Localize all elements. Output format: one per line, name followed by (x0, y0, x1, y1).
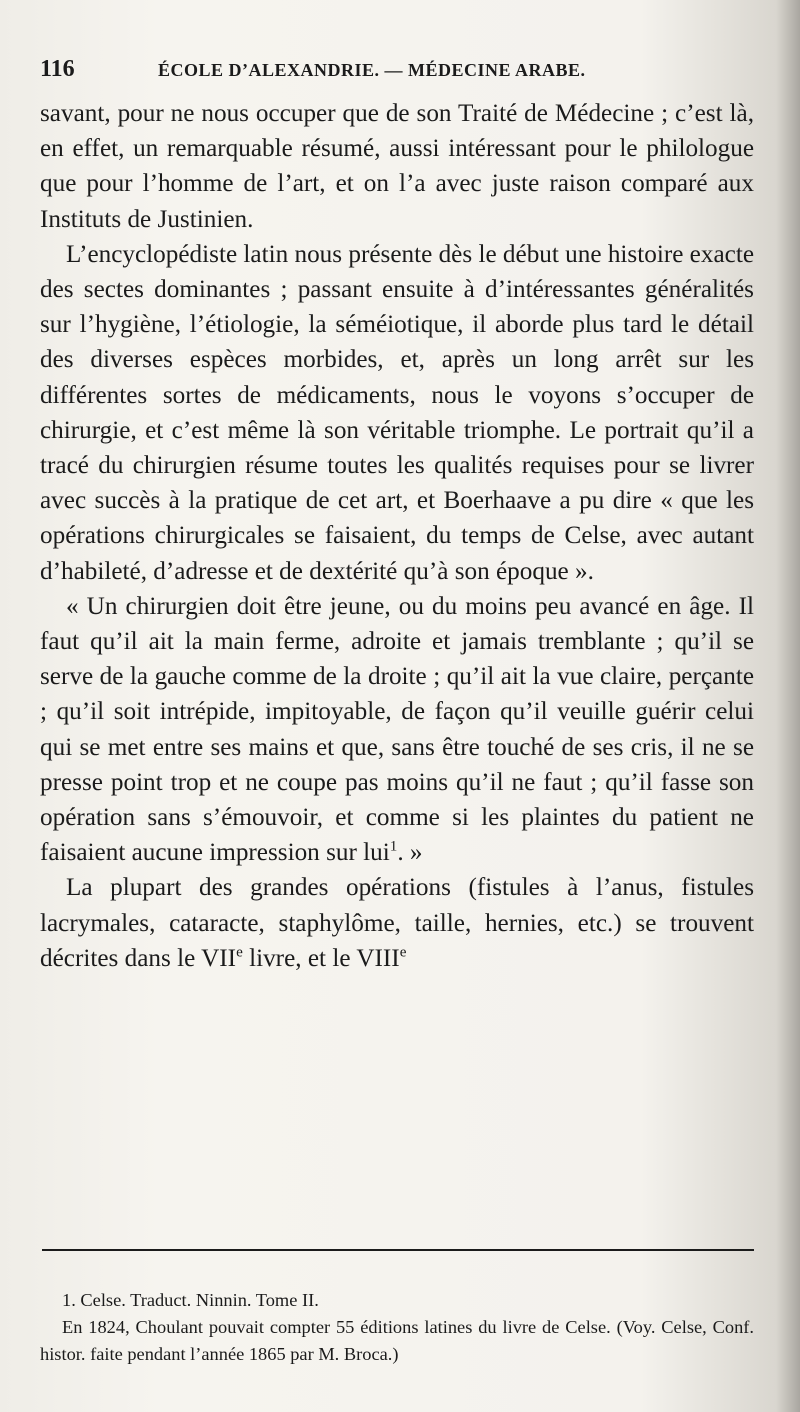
paragraph-4-mid: livre, et le VIII (242, 944, 400, 972)
footnote-ref-1: 1 (389, 838, 398, 855)
paragraph-3 (40, 589, 754, 871)
footnote-rule (42, 1249, 754, 1251)
footnote-1: 1. Celse. Traduct. Ninnin. Tome II. (62, 1290, 319, 1310)
footnote-2: En 1824, Choulant pouvait compter 55 éditions latines du livre de Celse. (Voy. Celse, Conf. histor. faite pendant l’année 1865 par M. Broca.) (40, 1317, 754, 1364)
body-text (40, 96, 754, 976)
superscript-e-2: e (399, 944, 407, 961)
superscript-e-1: e (236, 944, 243, 961)
paragraph-3-end: . » (397, 839, 423, 867)
running-title: ÉCOLE D’ALEXANDRIE. — MÉDECINE ARABE. (158, 60, 586, 80)
paragraph-3-text: « Un chirurgien doit être jeune, ou du moins peu avancé en âge. Il faut qu’il ait la main ferme, adroite et jamais tremblante ; qu’il se serve de la gauche comme de la droite ; qu’il ait la vue claire, perçante ; qu’il soit intrépide, impitoyable, de façon qu’il veuille guérir celui qui se met entre ses mains et que, sans être touché de ses cris, il ne se presse point trop et ne coupe pas moins qu’il ne faut ; qu’il fasse son opération sans s’émouvoir, et comme si les plaintes du patient ne faisaient aucune impression sur lui (40, 592, 754, 867)
footnotes (40, 1287, 754, 1368)
page-number: 116 (40, 56, 75, 82)
paragraph-2: L’encyclopédiste latin nous présente dès le début une histoire exacte des sectes dominantes ; passant ensuite à d’intéressantes généralités sur l’hygiène, l’étiologie, la séméiotique, il aborde plus tard le détail des diverses espèces morbides, et, après un long arrêt sur les différentes sortes de médicaments, nous le voyons s’occuper de chirurgie, et c’est même là son véritable triomphe. Le portrait qu’il a tracé du chirurgien résume toutes les qualités requises pour se livrer avec succès à la pratique de cet art, et Boerhaave a pu dire « que les opérations chirurgicales se faisaient, du temps de Celse, avec autant d’habileté, d’adresse et de dextérité qu’à son époque ». (40, 240, 754, 585)
page-header (40, 56, 760, 96)
paragraph-1: savant, pour ne nous occuper que de son Traité de Médecine ; c’est là, en effet, un remarquable résumé, aussi intéressant pour le philologue que pour l’homme de l’art, et on l’a avec juste raison comparé aux Instituts de Justinien. (40, 100, 754, 233)
paragraph-4-text: La plupart des grandes opérations (fistules à l’anus, fistules lacrymales, cataracte, staphylôme, taille, hernies, etc.) se trouvent décrites dans le VII (40, 874, 754, 972)
paragraph-4 (40, 870, 754, 976)
